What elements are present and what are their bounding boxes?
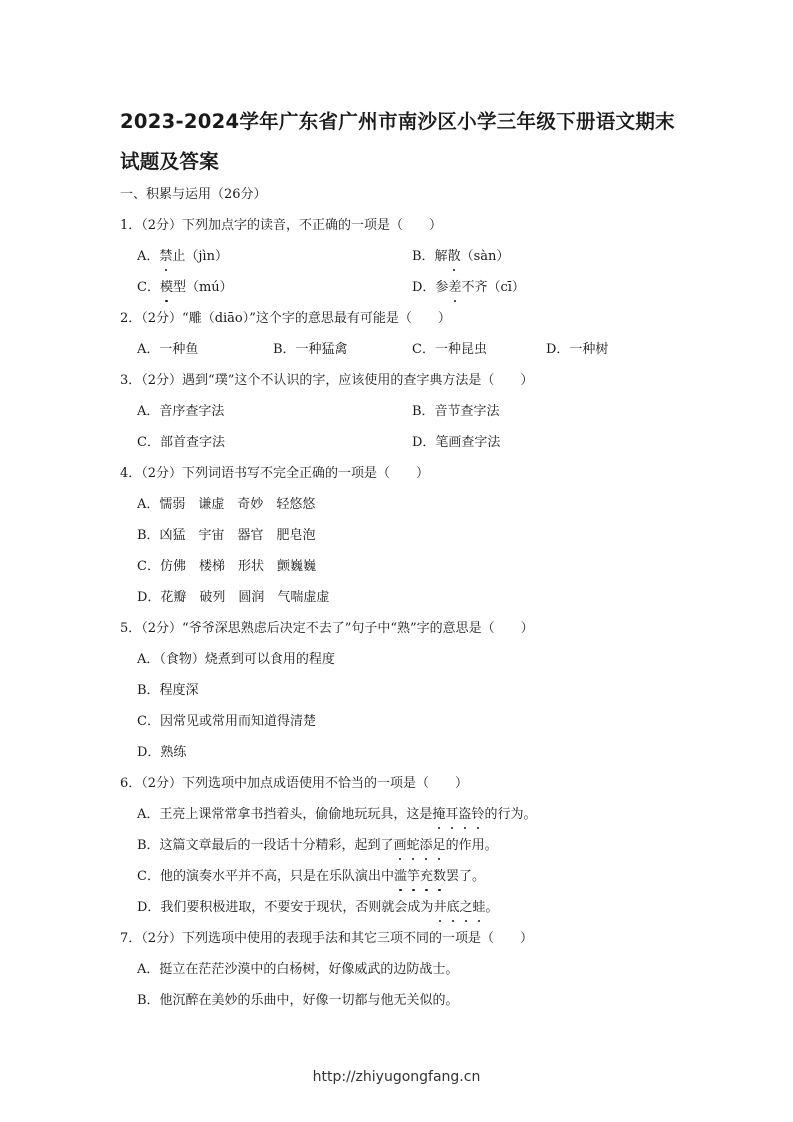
question-6-stem: 6．（2分）下列选项中加点成语使用不恰当的一项是（ ） [120,776,469,791]
question-3-stem: 3．（2分）遇到“璞”这个不认识的字，应该使用的查字典方法是（ ） [120,373,534,388]
option-d: D．笔画查字法 [412,435,501,450]
question-5-option-a: A．（食物）烧煮到可以食用的程度 [137,652,335,667]
question-6-option-d: D．我们要积极进取，不要安于现状，否则就会成为井底之蛙。 [120,897,680,928]
question-2-options [120,339,680,370]
question-5-option-d: D．熟练 [137,745,187,760]
option-b: B．音节查字法 [412,404,500,419]
question-7-option-a: A．挺立在茫茫沙漠中的白杨树，好像威武的边防战士。 [137,962,459,977]
page-title: 2023-2024学年广东省广州市南沙区小学三年级下册语文期末试题及答案 [120,110,675,173]
emphasis-dot-char: 散 [448,246,461,268]
option-d: D．参差不齐（cī） [412,277,525,299]
question-4-option-b: B．凶猛 宇宙 器官 肥皂泡 [137,528,316,543]
exam-content [120,184,680,1021]
option-b: B．一种猛禽 [273,342,348,357]
question-4-option-c: C．仿佛 楼梯 形状 颤巍巍 [137,559,316,574]
question-4-option-a: A．懦弱 谦虚 奇妙 轻悠悠 [137,497,316,512]
option-a: A．音序查字法 [137,404,225,419]
option-b: B．解散（sàn） [412,246,509,268]
option-a: A．禁止（jìn） [137,246,228,268]
emphasis-dot-idiom: 掩耳盗铃 [432,807,484,822]
question-5-stem: 5．（2分）“爷爷深思熟虑后决定不去了”句子中“熟”字的意思是（ ） [120,621,534,636]
option-a: A．一种鱼 [137,342,199,357]
emphasis-dot-idiom: 井底之蛙 [433,900,485,915]
emphasis-dot-char: 模 [160,277,173,299]
question-1-options-row-1 [120,246,680,277]
question-3-options-row-1 [120,401,680,432]
question-1-stem: 1．（2分）下列加点字的读音，不正确的一项是（ ） [120,218,443,233]
question-3-options-row-2 [120,432,680,463]
option-c: C．模型（mú） [137,277,233,299]
question-6-option-a: A．王亮上课常常拿书挡着头，偷偷地玩玩具，这是掩耳盗铃的行为。 [120,804,680,835]
emphasis-dot-char: 差 [448,277,461,299]
question-5-option-b: B．程度深 [137,683,199,698]
emphasis-dot-idiom: 滥竽充数 [394,869,446,884]
section-heading: 一、积累与运用（26分） [120,187,267,202]
question-7-option-b: B．他沉醉在美妙的乐曲中，好像一切都与他无关似的。 [137,993,459,1008]
question-7-stem: 7．（2分）下列选项中使用的表现手法和其它三项不同的一项是（ ） [120,931,534,946]
option-c: C．一种昆虫 [412,342,487,357]
emphasis-dot-char: 禁 [159,246,172,268]
option-d: D．一种树 [546,342,609,357]
question-4-option-d: D．花瓣 破列 圆润 气喘虚虚 [137,590,330,605]
question-2-stem: 2．（2分）“雕（diāo）”这个字的意思最有可能是（ ） [120,311,451,326]
footer-url: http://zhiyugongfang.cn [312,1069,481,1085]
question-4-stem: 4．（2分）下列词语书写不完全正确的一项是（ ） [120,466,430,481]
question-6-option-c: C．他的演奏水平并不高，只是在乐队演出中滥竽充数罢了。 [120,866,680,897]
question-6-option-b: B．这篇文章最后的一段话十分精彩，起到了画蛇添足的作用。 [120,835,680,866]
emphasis-dot-idiom: 画蛇添足 [394,838,446,853]
question-1-options-row-2 [120,277,680,308]
option-c: C．部首查字法 [137,435,225,450]
question-5-option-c: C．因常见或常用而知道得清楚 [137,714,316,729]
